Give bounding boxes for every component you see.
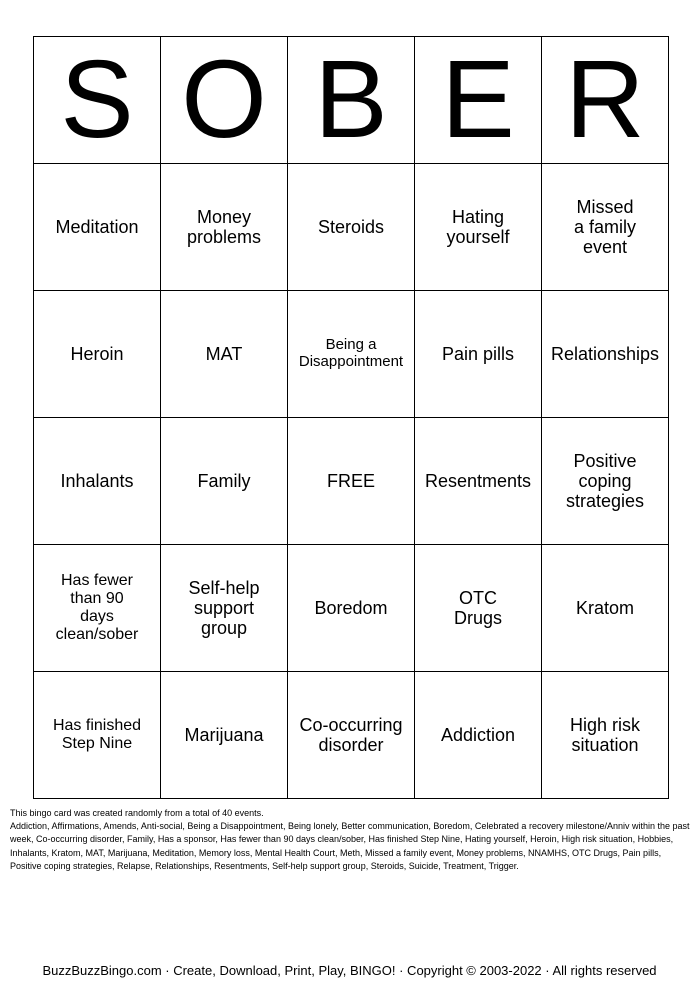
- grid-cell: Inhalants: [34, 418, 161, 545]
- grid-cell: Hating yourself: [415, 164, 542, 291]
- grid-row-2: [34, 291, 669, 418]
- note-intro: This bingo card was created randomly from a total of 40 events.: [10, 808, 264, 818]
- header-row: [34, 37, 669, 164]
- bingo-card: [33, 36, 669, 799]
- grid-row-4: [34, 545, 669, 672]
- grid-cell: Boredom: [288, 545, 415, 672]
- grid-row-1: [34, 164, 669, 291]
- grid-cell: Meditation: [34, 164, 161, 291]
- grid-cell: Missed a family event: [542, 164, 669, 291]
- grid-cell: Kratom: [542, 545, 669, 672]
- grid-row-3: [34, 418, 669, 545]
- grid-cell: Money problems: [161, 164, 288, 291]
- grid-cell: Family: [161, 418, 288, 545]
- header-letter-r: R: [542, 37, 669, 164]
- grid-cell: Marijuana: [161, 672, 288, 799]
- grid-cell: OTC Drugs: [415, 545, 542, 672]
- grid-cell: Steroids: [288, 164, 415, 291]
- grid-cell: Heroin: [34, 291, 161, 418]
- header-letter-b: B: [288, 37, 415, 164]
- grid-cell-free: FREE: [288, 418, 415, 545]
- grid-cell: MAT: [161, 291, 288, 418]
- grid-cell: High risk situation: [542, 672, 669, 799]
- grid-cell: Has finished Step Nine: [34, 672, 161, 799]
- page-footer: BuzzBuzzBingo.com · Create, Download, Print, Play, BINGO! · Copyright © 2003-2022 · All rights reserved: [42, 963, 657, 978]
- grid-cell: Self-help support group: [161, 545, 288, 672]
- grid-row-5: [34, 672, 669, 799]
- grid-cell: Co-occurring disorder: [288, 672, 415, 799]
- header-letter-s: S: [34, 37, 161, 164]
- grid-cell: Has fewer than 90 days clean/sober: [34, 545, 161, 672]
- grid-cell: Positive coping strategies: [542, 418, 669, 545]
- header-letter-e: E: [415, 37, 542, 164]
- grid-cell: Pain pills: [415, 291, 542, 418]
- grid-cell: Being a Disappointment: [288, 291, 415, 418]
- grid-cell: Addiction: [415, 672, 542, 799]
- header-letter-o: O: [161, 37, 288, 164]
- note-events-list: Addiction, Affirmations, Amends, Anti-social, Being a Disappointment, Being lonely, Better communication, Boredom, Celebrated a recovery milestone/Anniv within the past week, Co-occurring disorder, Family, Has a sponsor, Has fewer than 90 days clean/sober, Has finished Step Nine, Hating yourself, Heroin, High risk situation, Hobbies, Inhalants, Kratom, MAT, Marijuana, Meditation, Memory loss, Mental Health Court, Meth, Missed a family event, Money problems, NNAMHS, OTC Drugs, Pain pills, Positive coping strategies, Relapse, Relationships, Resentments, Self-help support group, Steroids, Suicide, Treatment, Trigger.: [10, 821, 690, 871]
- grid-cell: Relationships: [542, 291, 669, 418]
- card-events-note: [10, 807, 690, 873]
- grid-cell: Resentments: [415, 418, 542, 545]
